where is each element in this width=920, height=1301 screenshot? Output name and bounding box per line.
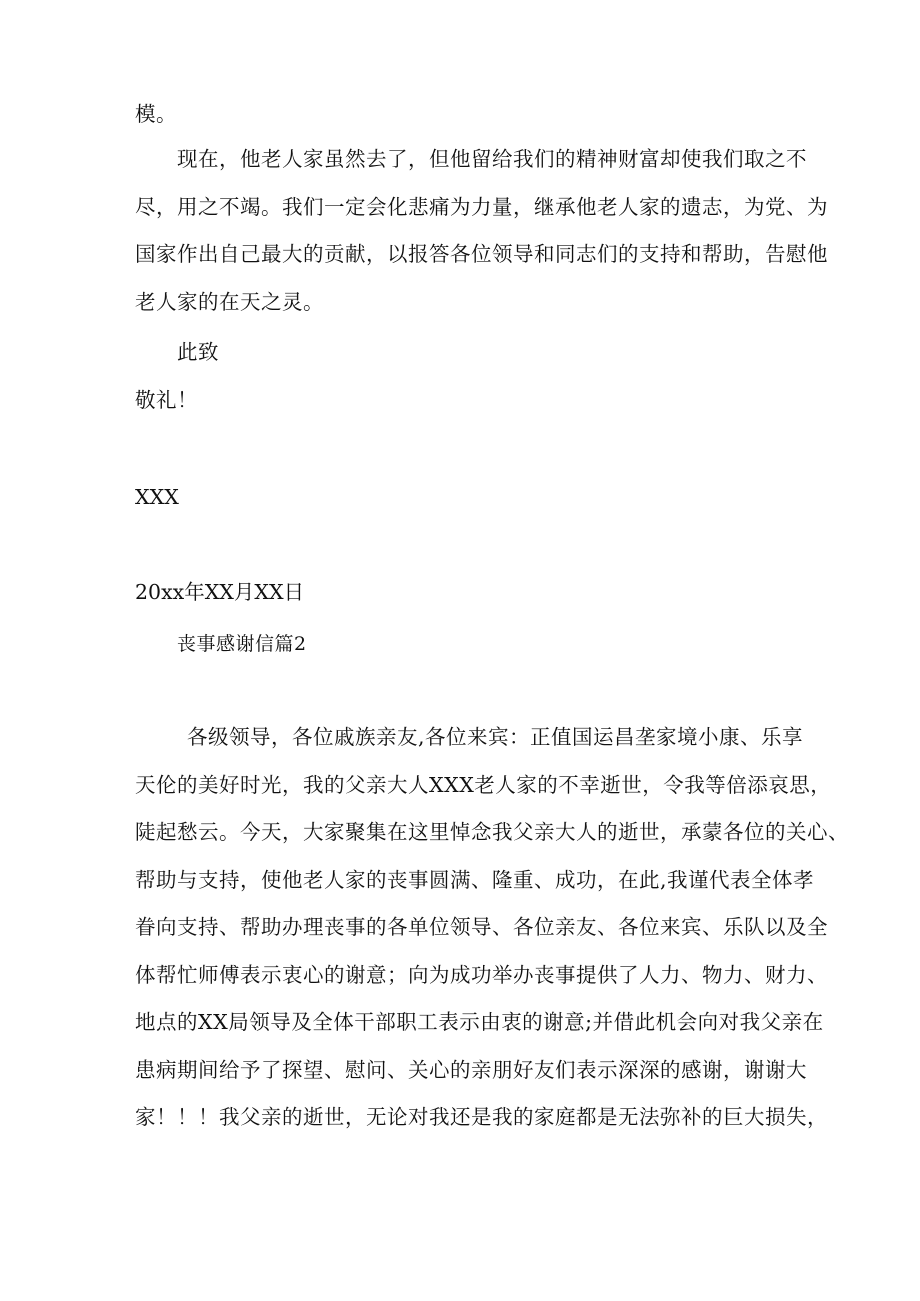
paragraph-line: 地点的XX局领导及全体干部职工表示由衷的谢意;并借此机会向对我父亲在: [135, 1010, 824, 1034]
section-heading: 丧事感谢信篇2: [177, 633, 307, 655]
paragraph-line: 国家作出自己最大的贡献，以报答各位领导和同志们的支持和帮助，告慰他: [135, 242, 828, 266]
paragraph-line: 各级领导，各位戚族亲友,各位来宾：正值国运昌垄家境小康、乐享: [187, 725, 804, 749]
paragraph-line: 家！！！我父亲的逝世，无论对我还是我的家庭都是无法弥补的巨大损失，: [135, 1105, 828, 1129]
paragraph-line: 现在，他老人家虽然去了，但他留给我们的精神财富却使我们取之不: [177, 147, 807, 171]
paragraph-line: 患病期间给予了探望、慰问、关心的亲朋好友们表示深深的感谢，谢谢大: [135, 1058, 807, 1082]
closing-regards: 敬礼！: [135, 388, 198, 412]
paragraph-line: 陡起愁云。今天，大家聚集在这里悼念我父亲大人的逝世，承蒙各位的关心、: [135, 820, 849, 844]
paragraph-line: 眷向支持、帮助办理丧事的各单位领导、各位亲友、各位来宾、乐队以及全: [135, 915, 828, 939]
closing-salutation: 此致: [177, 340, 219, 364]
paragraph-line: 老人家的在天之灵。: [135, 290, 324, 314]
paragraph-line: 天伦的美好时光，我的父亲大人XXX老人家的不幸逝世，令我等倍添哀思，: [135, 773, 832, 797]
paragraph-line: 体帮忙师傅表示衷心的谢意；向为成功举办丧事提供了人力、物力、财力、: [135, 963, 828, 987]
paragraph-line: 尽，用之不竭。我们一定会化悲痛为力量，继承他老人家的遗志，为党、为: [135, 195, 828, 219]
paragraph-line: 帮助与支持，使他老人家的丧事圆满、隆重、成功，在此,我谨代表全体孝: [135, 868, 815, 892]
signature-name: XXX: [135, 485, 179, 509]
paragraph-continuation-line: 模。: [135, 102, 177, 126]
signature-date: 20xx年XX月XX日: [135, 580, 305, 604]
